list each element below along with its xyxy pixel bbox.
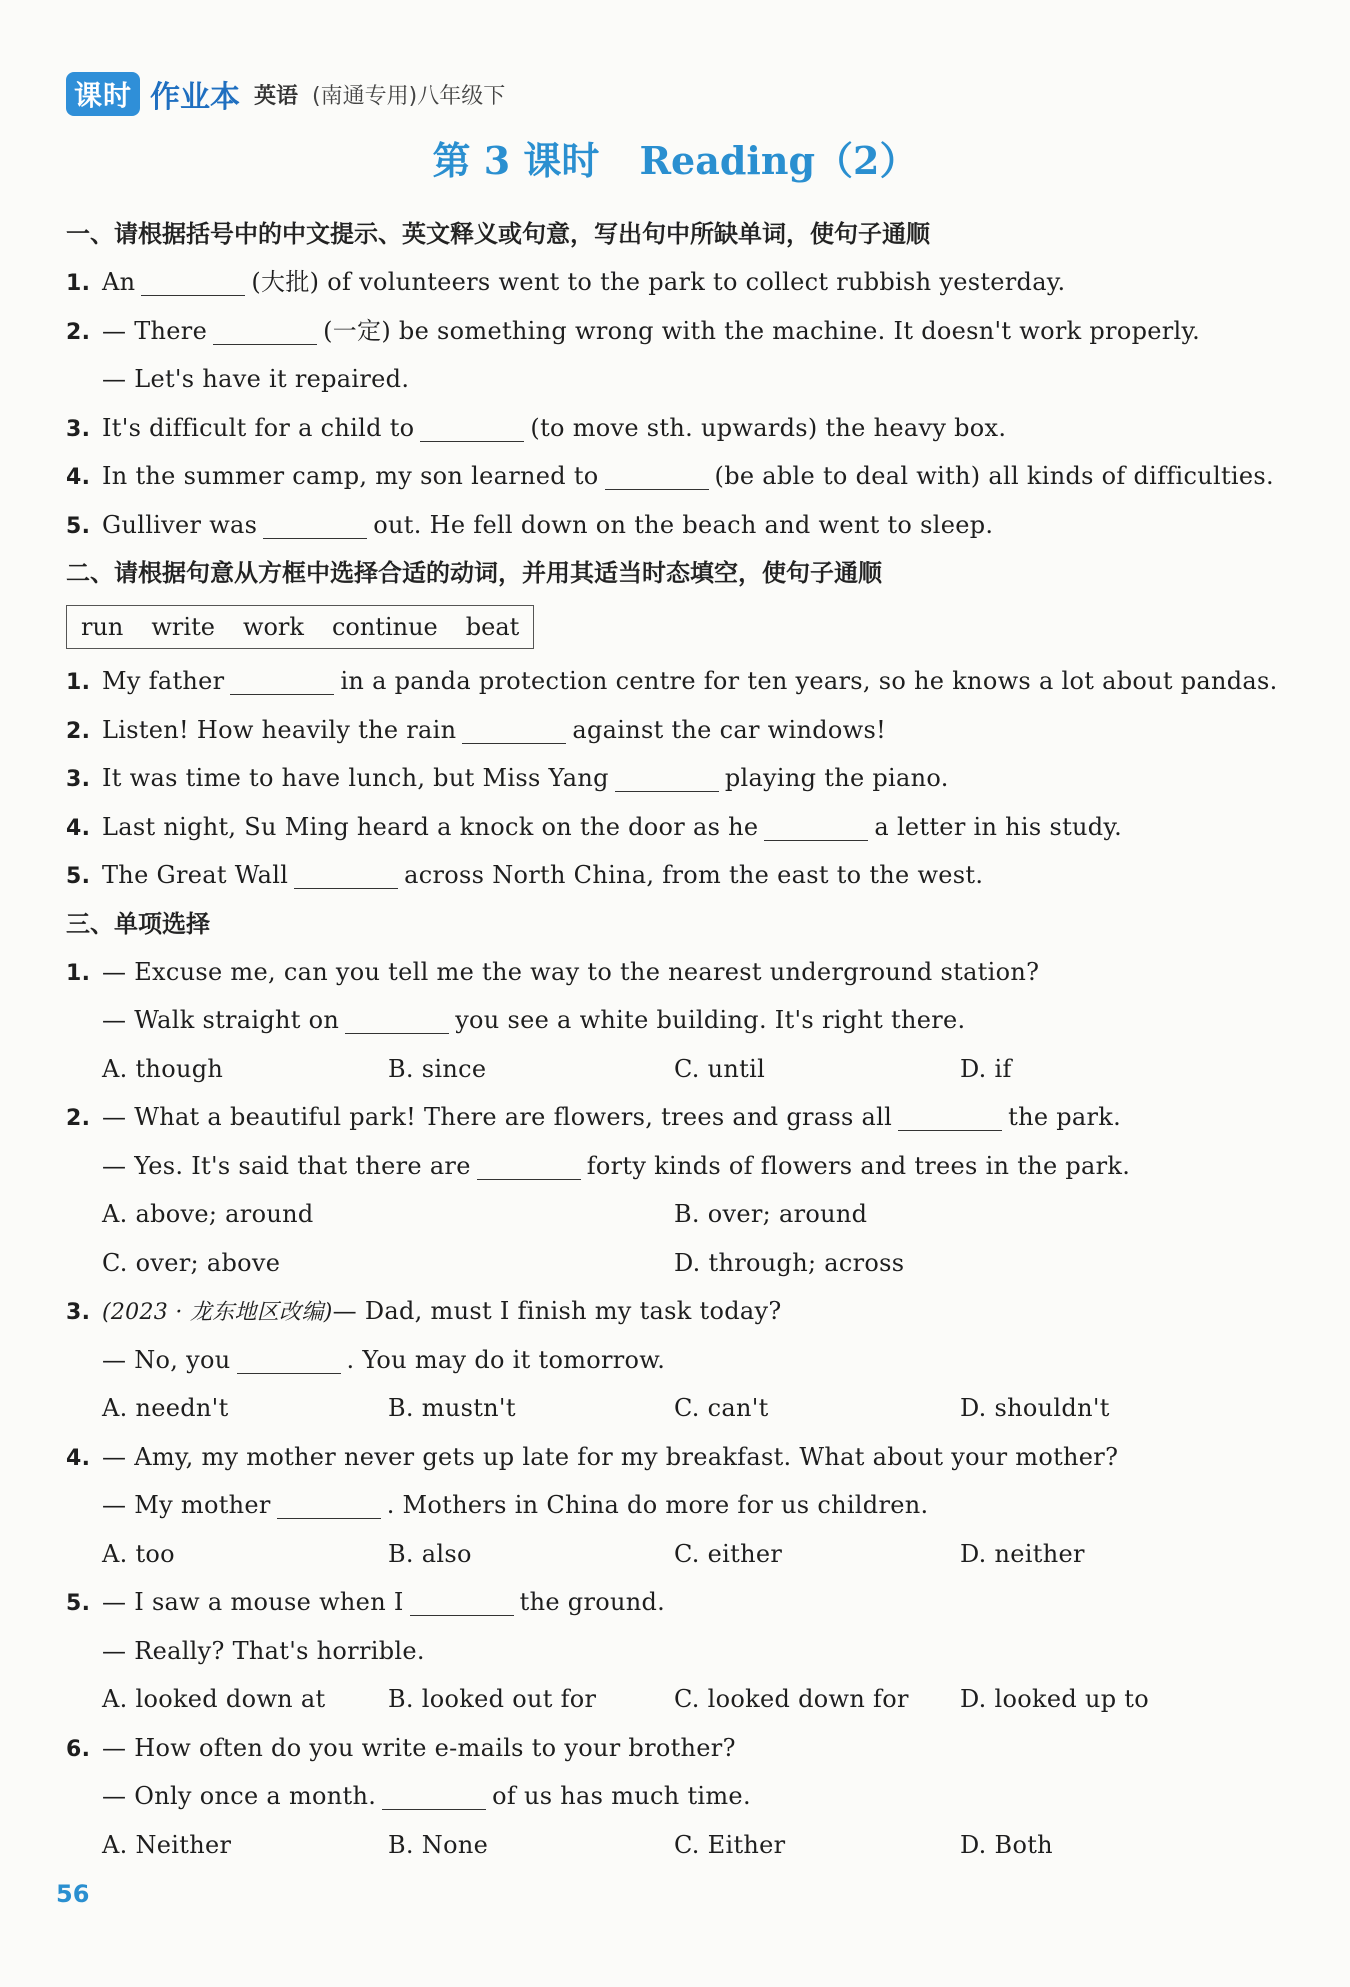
option-a[interactable]: A. above; around: [102, 1200, 314, 1228]
answer-blank[interactable]: [277, 1492, 381, 1519]
answer-blank[interactable]: [477, 1153, 581, 1180]
answer-blank[interactable]: [230, 668, 334, 695]
s3-question-4-options: [66, 1530, 1296, 1579]
s3-question-3: [66, 1287, 1296, 1336]
question-number: 4.: [66, 1445, 91, 1471]
option-b[interactable]: B. mustn't: [388, 1394, 516, 1422]
answer-blank[interactable]: [345, 1007, 449, 1034]
s1-question-5: [66, 501, 1296, 550]
question-text: Gulliver was: [102, 510, 258, 539]
word-bank-item: write: [151, 613, 215, 641]
page-header: [66, 72, 505, 116]
lesson-title: [0, 130, 1350, 185]
option-b[interactable]: B. since: [388, 1054, 487, 1083]
s3-question-1-options: [66, 1045, 1296, 1094]
option-d[interactable]: D. if: [960, 1054, 1012, 1083]
question-text: — No, you: [102, 1345, 231, 1374]
question-number: 2.: [66, 319, 91, 345]
answer-blank[interactable]: [237, 1347, 341, 1374]
question-source: (2023 · 龙东地区改编): [102, 1300, 333, 1325]
s3-question-2-options-ab: [66, 1190, 1296, 1239]
answer-blank[interactable]: [141, 269, 245, 296]
option-d[interactable]: D. neither: [960, 1539, 1085, 1568]
question-text: It's difficult for a child to: [102, 413, 415, 442]
question-text: It was time to have lunch, but Miss Yang: [102, 764, 609, 792]
s3-question-6-reply: [66, 1772, 1296, 1821]
section3-heading: 三、单项选择: [66, 909, 210, 938]
question-text: . You may do it tomorrow.: [346, 1345, 666, 1374]
question-text: . Mothers in China do more for us children.: [386, 1491, 929, 1519]
question-number: 1.: [66, 670, 91, 695]
option-b[interactable]: B. None: [388, 1830, 489, 1859]
question-number: 3.: [66, 1300, 91, 1325]
question-number: 2.: [66, 718, 91, 744]
question-text: — Only once a month.: [102, 1782, 377, 1810]
option-c[interactable]: C. over; above: [102, 1248, 281, 1277]
option-c[interactable]: C. either: [674, 1539, 783, 1568]
option-a[interactable]: A. Neither: [102, 1830, 232, 1859]
s2-question-4: [66, 803, 1296, 852]
answer-blank[interactable]: [615, 765, 719, 792]
option-a[interactable]: A. too: [102, 1539, 175, 1568]
option-b[interactable]: B. over; around: [674, 1200, 868, 1228]
answer-blank[interactable]: [410, 1589, 514, 1616]
question-text: you see a white building. It's right there.: [455, 1006, 966, 1034]
word-bank-item: beat: [465, 613, 520, 641]
question-number: 5.: [66, 864, 91, 889]
header-edition: (南通专用)八年级下: [312, 83, 506, 109]
question-number: 6.: [66, 1736, 91, 1762]
s3-question-2: [66, 1093, 1296, 1142]
s1-question-4: [66, 452, 1296, 501]
question-number: 1.: [66, 960, 91, 986]
s3-question-1: [66, 948, 1296, 997]
exercise-content: [66, 210, 1296, 1869]
question-text: across North China, from the east to the west.: [404, 861, 984, 889]
answer-blank[interactable]: [898, 1104, 1002, 1131]
option-a[interactable]: A. though: [102, 1054, 224, 1083]
section2-heading: 二、请根据句意从方框中选择合适的动词，并用其适当时态填空，使句子通顺: [66, 559, 882, 587]
question-text: (大批) of volunteers went to the park to collect rubbish yesterday.: [251, 268, 1066, 296]
answer-blank[interactable]: [263, 512, 367, 539]
word-bank-item: continue: [331, 613, 438, 641]
option-a[interactable]: A. looked down at: [102, 1685, 326, 1713]
logo-name: 作业本: [150, 80, 241, 115]
s3-question-5-reply: — Really? That's horrible.: [102, 1636, 425, 1665]
lesson-topic: Reading（2）: [639, 138, 918, 183]
question-number: 4.: [66, 465, 91, 490]
s3-question-4-reply: [66, 1481, 1296, 1530]
question-text: — What a beautiful park! There are flowers, trees and grass all: [102, 1103, 893, 1131]
answer-blank[interactable]: [382, 1783, 486, 1810]
option-b[interactable]: B. looked out for: [388, 1685, 597, 1713]
option-d[interactable]: D. through; across: [674, 1248, 905, 1277]
question-text: The Great Wall: [102, 861, 289, 889]
word-bank-item: work: [242, 613, 304, 641]
question-text: — I saw a mouse when I: [102, 1588, 404, 1616]
question-text: — Walk straight on: [102, 1006, 340, 1034]
question-text: (一定) be something wrong with the machine. It doesn't work properly.: [323, 316, 1201, 345]
s2-question-5: [66, 851, 1296, 900]
option-c[interactable]: C. until: [674, 1054, 766, 1083]
word-bank-row: [66, 597, 1296, 657]
option-c[interactable]: C. looked down for: [674, 1685, 909, 1713]
question-text: — How often do you write e-mails to your brother?: [102, 1733, 736, 1762]
question-text: In the summer camp, my son learned to: [102, 462, 599, 490]
question-text: out. He fell down on the beach and went to sleep.: [373, 510, 994, 539]
question-text: — Excuse me, can you tell me the way to the nearest underground station?: [102, 957, 1040, 986]
s3-question-2-reply: [66, 1142, 1296, 1191]
question-text: Listen! How heavily the rain: [102, 715, 457, 744]
s2-question-2: [66, 706, 1296, 755]
answer-blank[interactable]: [420, 415, 524, 442]
question-text: the ground.: [519, 1588, 666, 1616]
question-text: in a panda protection centre for ten years, so he knows a lot about pandas.: [340, 667, 1278, 695]
question-text: of us has much time.: [492, 1782, 751, 1810]
section1-heading: 一、请根据括号中的中文提示、英文释义或句意，写出句中所缺单词，使句子通顺: [66, 220, 930, 248]
s1-question-1: [66, 258, 1296, 307]
s3-question-2-options-cd: [66, 1239, 1296, 1288]
question-text: against the car windows!: [572, 715, 887, 744]
s3-question-3-options: [66, 1384, 1296, 1433]
s3-question-6-options: [66, 1821, 1296, 1870]
question-number: 3.: [66, 767, 91, 792]
s3-question-5-options: [66, 1675, 1296, 1724]
s3-question-5: [66, 1578, 1296, 1627]
s1-question-3: [66, 404, 1296, 453]
question-number: 2.: [66, 1106, 91, 1131]
question-text: An: [102, 268, 136, 296]
question-number: 5.: [66, 513, 91, 539]
s3-question-4: [66, 1433, 1296, 1482]
question-text: (be able to deal with) all kinds of difficulties.: [714, 462, 1274, 490]
option-a[interactable]: A. needn't: [102, 1394, 229, 1422]
question-text: (to move sth. upwards) the heavy box.: [530, 413, 1007, 442]
option-b[interactable]: B. also: [388, 1539, 472, 1568]
answer-blank[interactable]: [462, 717, 566, 744]
option-d[interactable]: D. looked up to: [960, 1685, 1149, 1713]
question-text: — Amy, my mother never gets up late for my breakfast. What about your mother?: [102, 1442, 1119, 1471]
word-bank: [66, 605, 534, 649]
word-bank-item: run: [81, 613, 124, 641]
question-text: the park.: [1008, 1103, 1122, 1131]
option-d[interactable]: D. Both: [960, 1830, 1053, 1859]
s2-question-3: [66, 754, 1296, 803]
answer-blank[interactable]: [294, 862, 398, 889]
question-number: 4.: [66, 815, 91, 841]
answer-blank[interactable]: [764, 814, 868, 841]
logo-badge: 课时: [66, 72, 140, 116]
answer-blank[interactable]: [213, 318, 317, 345]
question-number: 1.: [66, 271, 91, 296]
option-d[interactable]: D. shouldn't: [960, 1394, 1110, 1422]
s2-question-1: [66, 657, 1296, 706]
question-text: Last night, Su Ming heard a knock on the door as he: [102, 812, 759, 841]
s3-question-1-reply: [66, 996, 1296, 1045]
lesson-number: 第 3 课时: [432, 138, 600, 183]
option-c[interactable]: C. can't: [674, 1394, 769, 1422]
question-text: — Dad, must I finish my task today?: [332, 1297, 782, 1325]
book-logo: [66, 72, 240, 116]
question-number: 5.: [66, 1591, 91, 1616]
s3-question-3-reply: [66, 1336, 1296, 1385]
question-text: — My mother: [102, 1491, 271, 1519]
option-c[interactable]: C. Either: [674, 1830, 786, 1859]
s1-question-2: [66, 307, 1296, 356]
question-number: 3.: [66, 416, 91, 442]
answer-blank[interactable]: [605, 463, 709, 490]
header-subject: 英语: [254, 83, 299, 109]
question-text: forty kinds of flowers and trees in the park.: [586, 1151, 1131, 1180]
s3-question-6: [66, 1724, 1296, 1773]
question-text: — Yes. It's said that there are: [102, 1151, 471, 1180]
question-text: — There: [102, 316, 208, 345]
question-text: playing the piano.: [724, 764, 949, 792]
s1-question-2-reply: — Let's have it repaired.: [102, 365, 410, 393]
question-text: a letter in his study.: [874, 812, 1123, 841]
question-text: My father: [102, 667, 225, 695]
page-number: 56: [56, 1880, 90, 1908]
